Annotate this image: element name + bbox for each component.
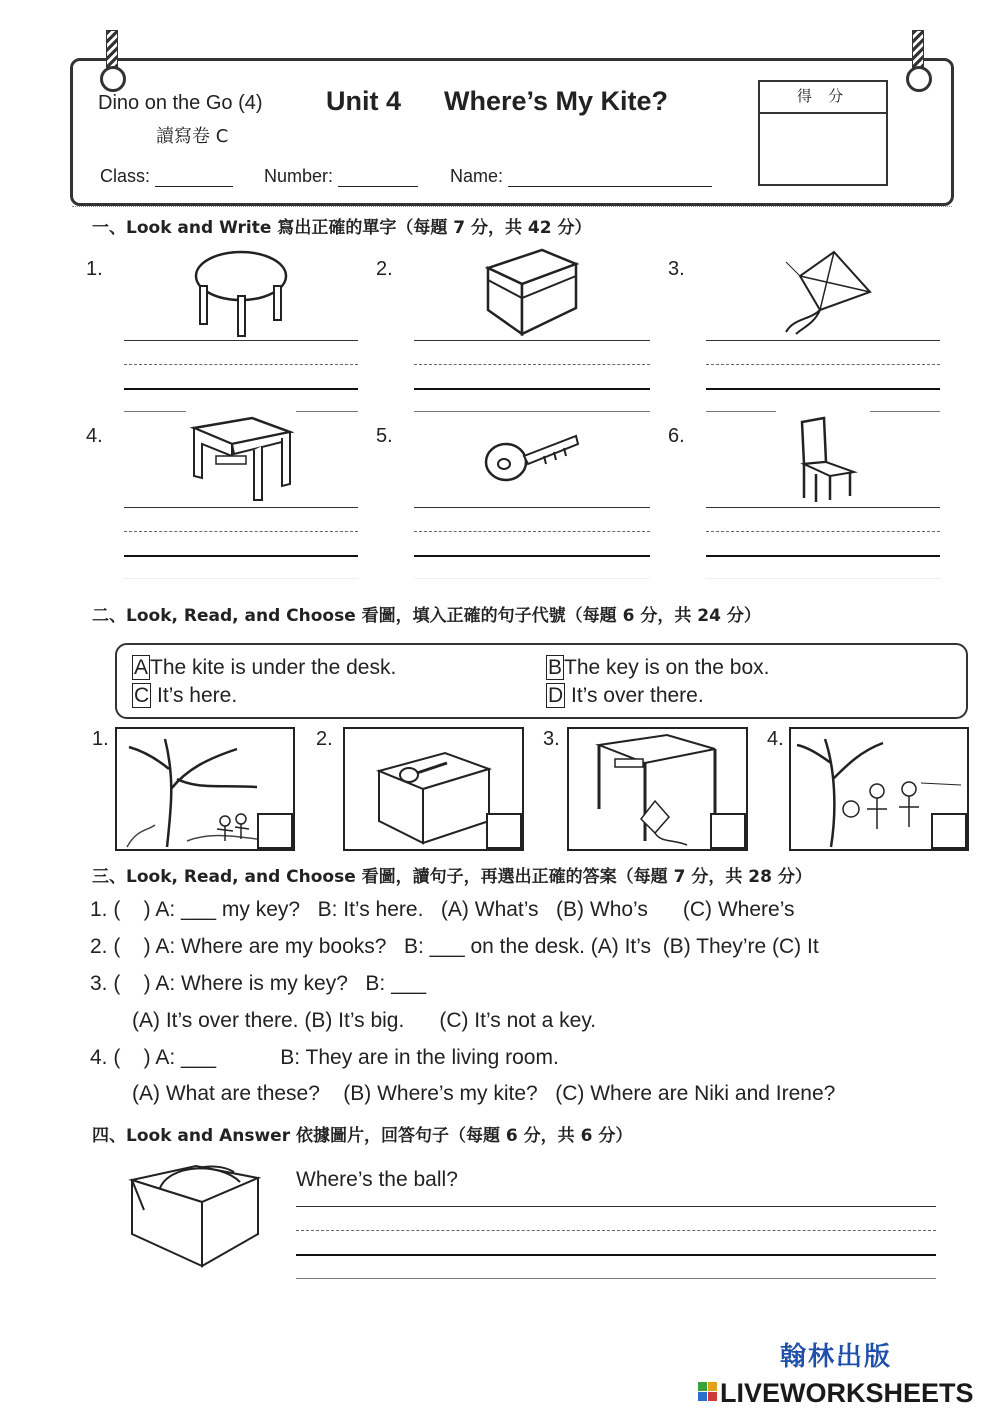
class-input[interactable] xyxy=(155,170,233,187)
s2-picture-3-number: 3. xyxy=(543,728,560,750)
s1-item-6-number: 6. xyxy=(668,425,685,447)
score-box xyxy=(758,80,888,186)
series-title: Dino on the Go (4) xyxy=(98,92,263,114)
kite-icon xyxy=(780,248,880,336)
class-field xyxy=(100,166,233,187)
chair-icon xyxy=(796,414,860,506)
section2-title: 二、Look, Read, and Choose 看圖，填入正確的句子代號（每題 6 分，共 24 分） xyxy=(92,606,761,626)
s2-answer-box-4[interactable] xyxy=(931,813,967,849)
unit-number: Unit 4 xyxy=(326,86,402,116)
s3-answer-slot-1[interactable] xyxy=(118,900,148,924)
box-icon xyxy=(484,246,580,338)
s2-answer-box-1[interactable] xyxy=(257,813,293,849)
option-d xyxy=(546,684,704,708)
section3-title: 三、Look, Read, and Choose 看圖，讀句子，再選出正確的答案（每題 7 分，共 28 分） xyxy=(92,867,812,887)
option-a xyxy=(132,656,396,680)
name-input[interactable] xyxy=(508,170,712,187)
s1-item-3-answer-line[interactable] xyxy=(706,340,940,341)
ring-right-icon xyxy=(906,66,932,92)
option-letter: B xyxy=(548,656,563,679)
option-c xyxy=(132,684,237,708)
guide-line xyxy=(124,531,358,532)
section1-title: 一、Look and Write 寫出正確的單字（每題 7 分，共 42 分） xyxy=(92,218,592,238)
s2-answer-box-2[interactable] xyxy=(486,813,522,849)
section4-title: 四、Look and Answer 依據圖片，回答句子（每題 6 分，共 6 分） xyxy=(92,1126,633,1146)
number-input[interactable] xyxy=(338,170,418,187)
ball-in-box-icon xyxy=(130,1158,262,1270)
s2-picture-3 xyxy=(567,727,748,851)
class-label: Class: xyxy=(100,166,151,186)
baseline xyxy=(706,388,940,390)
guide-line xyxy=(296,1230,936,1231)
score-label: 得 分 xyxy=(760,82,886,114)
ring-left-icon xyxy=(100,66,126,92)
baseline xyxy=(124,388,358,390)
s3-answer-slot-3[interactable] xyxy=(118,974,148,998)
baseline xyxy=(296,1254,936,1256)
s1-item-2-number: 2. xyxy=(376,258,393,280)
s3-answer-slot-4[interactable] xyxy=(118,1048,148,1072)
option-letter: D xyxy=(548,684,564,707)
brand-name: LIVEWORKSHEETS xyxy=(720,1378,974,1408)
guide-line xyxy=(706,411,776,412)
unit-title: Where’s My Kite? xyxy=(444,86,669,116)
s4-question: Where’s the ball? xyxy=(296,1168,458,1191)
guide-line xyxy=(414,578,650,579)
s1-item-1-answer-line[interactable] xyxy=(124,340,358,341)
s1-item-5-answer-line[interactable] xyxy=(414,507,650,508)
guide-line xyxy=(870,411,940,412)
guide-line xyxy=(706,531,940,532)
s1-item-4-number: 4. xyxy=(86,425,103,447)
option-letter: A xyxy=(134,656,149,679)
s3-question-3: 3. ( ) A: Where is my key? B: ___ xyxy=(90,972,427,995)
number-field xyxy=(264,166,418,187)
baseline xyxy=(124,555,358,557)
baseline xyxy=(414,388,650,390)
s2-picture-2-number: 2. xyxy=(316,728,333,750)
s2-picture-1-number: 1. xyxy=(92,728,109,750)
sentence-options-box xyxy=(115,643,968,719)
guide-line xyxy=(124,411,186,412)
guide-line xyxy=(124,364,358,365)
s1-item-2-answer-line[interactable] xyxy=(414,340,650,341)
guide-line xyxy=(414,411,650,412)
option-text: It’s here. xyxy=(157,684,238,707)
s2-picture-1 xyxy=(115,727,295,851)
baseline xyxy=(706,555,940,557)
s3-answer-slot-2[interactable] xyxy=(118,937,148,961)
publisher-logo: 翰林出版 xyxy=(780,1342,893,1372)
header-divider xyxy=(72,198,952,207)
s4-answer-line[interactable] xyxy=(296,1206,936,1207)
s2-picture-4 xyxy=(789,727,969,851)
guide-line xyxy=(414,364,650,365)
s1-item-5-number: 5. xyxy=(376,425,393,447)
name-label: Name: xyxy=(450,166,504,186)
s2-picture-4-number: 4. xyxy=(767,728,784,750)
s3-question-4: 4. ( ) A: ___ B: They are in the living room. xyxy=(90,1046,559,1069)
guide-line xyxy=(124,578,358,579)
option-text: It’s over there. xyxy=(571,684,704,707)
lwsheet-logo-icon xyxy=(698,1382,718,1404)
guide-line xyxy=(706,364,940,365)
s1-item-3-number: 3. xyxy=(668,258,685,280)
s1-item-4-answer-line[interactable] xyxy=(124,507,358,508)
s2-answer-box-3[interactable] xyxy=(710,813,746,849)
key-icon xyxy=(484,430,580,490)
option-text: The key is on the box. xyxy=(564,656,770,679)
guide-line xyxy=(706,578,940,579)
s3-question-2: 2. ( ) A: Where are my books? B: ___ on the desk. (A) It’s (B) They’re (C) It xyxy=(90,935,819,958)
baseline xyxy=(414,555,650,557)
name-field xyxy=(450,166,712,187)
number-label: Number: xyxy=(264,166,334,186)
desk-icon xyxy=(190,416,294,506)
paper-label: 讀寫卷 C xyxy=(156,126,229,147)
s3-question-1: 1. ( ) A: ___ my key? B: It’s here. (A) What’s (B) Who’s (C) Where’s xyxy=(90,898,795,921)
option-b xyxy=(546,656,769,680)
s3-question-3-options: (A) It’s over there. (B) It’s big. (C) It’s not a key. xyxy=(132,1009,597,1032)
guide-line xyxy=(296,411,358,412)
score-input[interactable] xyxy=(760,114,886,184)
table-icon xyxy=(188,250,294,338)
s1-item-6-answer-line[interactable] xyxy=(706,507,940,508)
s1-item-1-number: 1. xyxy=(86,258,103,280)
option-text: The kite is under the desk. xyxy=(150,656,397,679)
s2-picture-2 xyxy=(343,727,524,851)
s3-question-4-options: (A) What are these? (B) Where’s my kite? (C) Where are Niki and Irene? xyxy=(132,1082,836,1105)
option-letter: C xyxy=(134,684,150,707)
guide-line xyxy=(414,531,650,532)
guide-line xyxy=(296,1278,936,1279)
